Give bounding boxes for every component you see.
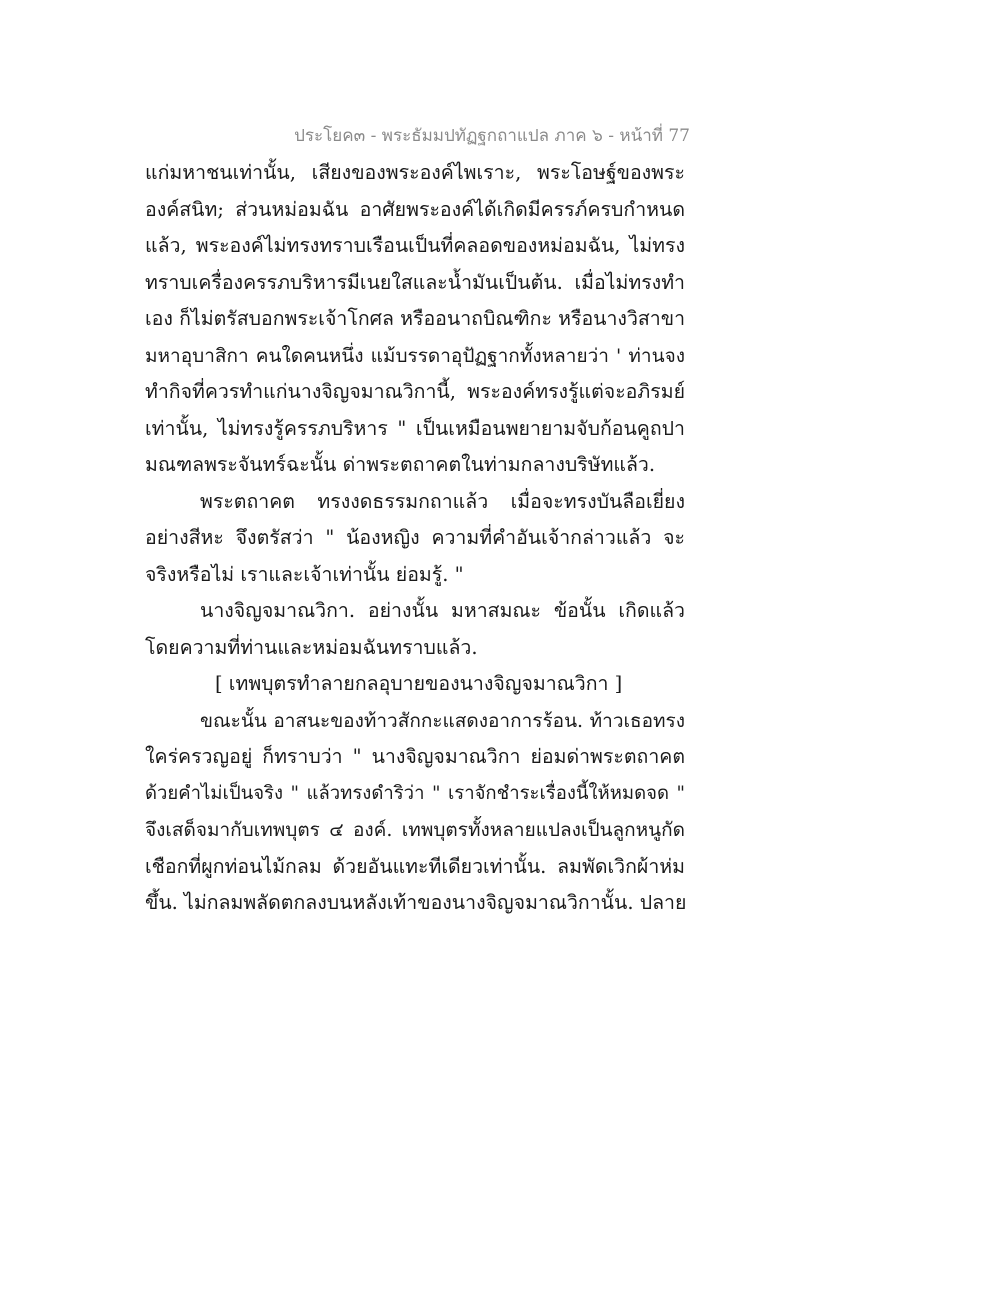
text-line: แก่มหาชนเท่านั้น, เสียงของพระองค์ไพเราะ, พระโอษฐ์ของพระ: [145, 161, 685, 184]
text-line: องค์สนิท; ส่วนหม่อมฉัน อาศัยพระองค์ได้เกิดมีครรภ์ครบกำหนด: [145, 197, 685, 221]
text-line: ใคร่ครวญอยู่ ก็ทราบว่า " นางจิญจมาณวิกา ย่อมด่าพระตถาคต: [145, 745, 685, 768]
paragraph-first-line: นางจิญจมาณวิกา. อย่างนั้น มหาสมณะ ข้อนั้น เกิดแล้ว: [200, 599, 685, 622]
text-line: ทำกิจที่ควรทำแก่นางจิญจมาณวิกานี้, พระองค์ทรงรู้แต่จะอภิรมย์: [145, 380, 685, 403]
text-line: มณฑลพระจันทร์ฉะนั้น ด่าพระตถาคตในท่ามกลางบริษัทแล้ว.: [145, 453, 656, 476]
text-line: เชือกที่ผูกท่อนไม้กลม ด้วยอันแทะทีเดียวเท่านั้น. ลมพัดเวิกผ้าห่ม: [145, 854, 685, 878]
text-line: โดยความที่ท่านและหม่อมฉันทราบแล้ว.: [145, 635, 478, 659]
text-line: จึงเสด็จมากับเทพบุตร ๔ องค์. เทพบุตรทั้งหลายแปลงเป็นลูกหนูกัด: [145, 819, 685, 841]
body-text: [145, 155, 685, 922]
running-header: ประโยค๓ - พระธัมมปทัฏฐกถาแปล ภาค ๖ - หน้าที่ 77: [294, 126, 690, 146]
text-line: เอง ก็ไม่ตรัสบอกพระเจ้าโกศล หรืออนาถบิณฑิกะ หรือนางวิสาขา: [145, 307, 686, 330]
text-line: แล้ว, พระองค์ไม่ทรงทราบเรือนเป็นที่คลอดของหม่อมฉัน, ไม่ทรง: [145, 234, 685, 257]
text-line: ขึ้น. ไม่กลมพลัดตกลงบนหลังเท้าของนางจิญจมาณวิกานั้น. ปลาย: [145, 891, 687, 914]
text-line: ทราบเครื่องครรภบริหารมีเนยใสและน้ำมันเป็นต้น. เมื่อไม่ทรงทำ: [145, 270, 685, 294]
text-line: มหาอุบาสิกา คนใดคนหนึ่ง แม้บรรดาอุปัฏฐากทั้งหลายว่า ' ท่านจง: [145, 344, 685, 367]
text-line: จริงหรือไม่ เราและเจ้าเท่านั้น ย่อมรู้. ": [145, 562, 464, 586]
paragraph-first-line: พระตถาคต ทรงงดธรรมกถาแล้ว เมื่อจะทรงบันลือเยี่ยง: [200, 489, 685, 513]
text-line: ด้วยคำไม่เป็นจริง " แล้วทรงดำริว่า " เราจักชำระเรื่องนี้ให้หมดจด ": [145, 782, 685, 804]
paragraph-first-line: ขณะนั้น อาสนะของท้าวสักกะแสดงอาการร้อน. ท้าวเธอทรง: [200, 709, 685, 732]
text-line: อย่างสีหะ จึงตรัสว่า " น้องหญิง ความที่คำอันเจ้ากล่าวแล้ว จะ: [145, 526, 685, 549]
text-line: เท่านั้น, ไม่ทรงรู้ครรภบริหาร " เป็นเหมือนพยายามจับก้อนคูถปา: [145, 416, 685, 440]
section-heading: [ เทพบุตรทำลายกลอุบายของนางจิญจมาณวิกา ]: [215, 672, 623, 695]
